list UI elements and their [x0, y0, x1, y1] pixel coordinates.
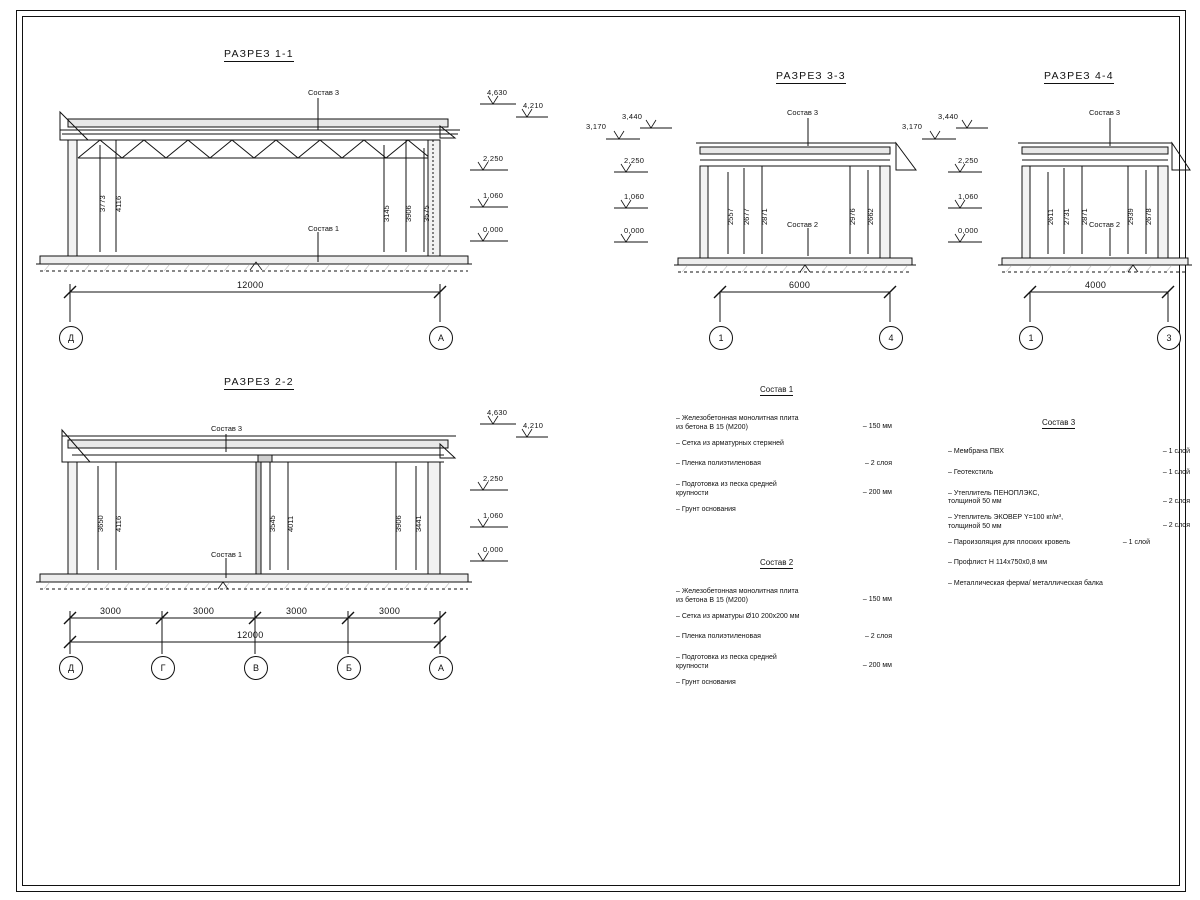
section-3-callout-0: Состав 3: [787, 108, 819, 117]
section-3-axis-0: 1: [709, 326, 733, 350]
section-4-elev-3: 1,060: [958, 192, 979, 201]
section-2-height-4: 3906: [394, 515, 403, 532]
spec-1-row-1: [676, 440, 892, 449]
section-1-height-1: 4116: [114, 195, 123, 212]
section-3-height-2: 2871: [760, 208, 769, 225]
section-3-elev-3: 1,060: [624, 192, 645, 201]
spec-1-list: [676, 415, 892, 521]
spec-2-row-2: [676, 633, 892, 642]
spec-3-title: Состав 3: [1042, 418, 1076, 427]
spec-3-row-6: [948, 580, 1190, 589]
section-3-elev-1: 3,440: [622, 112, 643, 121]
section-2-height-1: 4116: [114, 515, 123, 532]
spec-3-row-2-text: – Утеплитель ПЕНОПЛЭКС,: [948, 489, 1040, 497]
spec-3-row-1-text: – Геотекстиль: [948, 468, 994, 476]
section-4-elev-0: 3,170: [902, 122, 923, 131]
section-2-callout-0: Состав 3: [211, 424, 243, 433]
spec-3-row-0-value: – 1 слой: [1162, 448, 1190, 455]
section-2-bay-1: 3000: [193, 606, 215, 616]
section-2-elev-3: 1,060: [483, 511, 504, 520]
section-3-height-0: 2557: [726, 208, 735, 225]
section-3-height-1: 2677: [742, 208, 751, 225]
spec-3-row-0-text: – Мембрана ПВХ: [948, 448, 1004, 455]
spec-2-row-2-value: – 2 слоя: [864, 633, 892, 641]
section-4-height-4: 2678: [1144, 208, 1153, 225]
spec-2-row-3-value: – 200 мм: [862, 662, 892, 669]
spec-3-row-2: [948, 490, 1190, 508]
section-1-axis-0: Д: [59, 326, 83, 350]
section-3-title: РАЗРЕЗ 3-3: [776, 70, 846, 82]
spec-1-row-3-text: – Подготовка из песка средней: [676, 481, 777, 488]
spec-1-row-0-text2: из бетона В 15 (М200): [676, 423, 748, 431]
section-4-height-2: 2871: [1080, 208, 1089, 225]
section-2-elev-0: 4,630: [487, 408, 508, 417]
spec-1-row-3: [676, 481, 892, 499]
spec-3-row-2-text2: толщиной 50 мм: [948, 498, 1002, 506]
spec-1-row-4: [676, 506, 892, 515]
section-4-span: 4000: [1085, 280, 1107, 290]
spec-3-row-1-value: – 1 слой: [1162, 468, 1190, 476]
spec-3-row-2-value: – 2 слоя: [1162, 497, 1190, 505]
section-1-elev-2: 2,250: [483, 154, 504, 163]
spec-3-row-3-text2: толщиной 50 мм: [948, 522, 1002, 530]
spec-3-row-4-value: – 1 слой: [1122, 538, 1150, 546]
spec-3-list: [948, 448, 1190, 596]
section-1-elev-1: 4,210: [523, 101, 544, 110]
section-2-height-2: 3545: [268, 515, 277, 532]
section-2-bay-0: 3000: [100, 606, 122, 616]
spec-1-row-4-text: – Грунт основания: [676, 505, 736, 513]
section-2-elev-1: 4,210: [523, 421, 544, 430]
spec-3-row-3-value: – 2 слоя: [1162, 522, 1190, 529]
spec-1-row-2: [676, 460, 892, 469]
spec-3-row-3: [948, 514, 1190, 532]
section-4-height-0: 2611: [1046, 208, 1055, 225]
section-2-axis-2: В: [244, 656, 268, 680]
spec-2-row-1: [676, 613, 892, 622]
spec-2-row-3: [676, 654, 892, 672]
section-3-elev-0: 3,170: [586, 122, 607, 131]
section-4-axis-1: 3: [1157, 326, 1181, 350]
section-2-axis-3: Б: [337, 656, 361, 680]
section-1-height-4: 3575: [422, 205, 431, 222]
section-1-axis-1: A: [429, 326, 453, 350]
section-2-elev-4: 0,000: [483, 545, 504, 554]
section-2-callout-1: Состав 1: [211, 550, 243, 559]
section-3-elev-4: 0,000: [624, 226, 645, 235]
spec-2-title: Состав 2: [760, 558, 794, 567]
section-4-elev-4: 0,000: [958, 226, 979, 235]
section-2-span: 12000: [237, 630, 264, 640]
section-4-title: РАЗРЕЗ 4-4: [1044, 70, 1114, 82]
section-1-elev-0: 4,630: [487, 88, 508, 97]
section-1-elev-4: 0,000: [483, 225, 504, 234]
spec-3-row-3-text: – Утеплитель ЭКОВЕР Y=100 кг/м³,: [948, 514, 1064, 521]
spec-1-title: Состав 1: [760, 385, 794, 394]
spec-1-row-2-text: – Пленка полиэтиленовая: [676, 460, 761, 468]
section-3-span: 6000: [789, 280, 811, 290]
section-1-height-2: 3145: [382, 205, 391, 222]
spec-1-row-2-value: – 2 слоя: [864, 460, 892, 468]
spec-3-row-4-text: – Пароизоляция для плоских кровель: [948, 538, 1071, 546]
spec-2-row-1-text: – Сетка из арматуры Ø10 200х200 мм: [676, 612, 800, 620]
section-3-elev-2: 2,250: [624, 156, 645, 165]
spec-1-row-3-text2: крупности: [676, 489, 709, 497]
section-1-span: 12000: [237, 280, 264, 290]
section-1-callout-1: Состав 1: [308, 224, 340, 233]
section-1-height-0: 3773: [98, 195, 107, 212]
section-2-height-3: 4011: [286, 515, 295, 532]
spec-3-row-1: [948, 469, 1190, 478]
section-4-axis-0: 1: [1019, 326, 1043, 350]
spec-2-row-4-text: – Грунт основания: [676, 678, 736, 686]
section-3-callout-1: Состав 2: [787, 220, 819, 229]
spec-1-row-0-text: – Железобетонная монолитная плита: [676, 415, 799, 422]
section-4-callout-1: Состав 2: [1089, 220, 1121, 229]
section-1-callout-0: Состав 3: [308, 88, 340, 97]
section-4-height-3: 2939: [1126, 208, 1135, 225]
section-2-axis-0: Д: [59, 656, 83, 680]
spec-2-row-0-value: – 150 мм: [862, 596, 892, 603]
spec-1-row-0-value: – 150 мм: [862, 423, 892, 430]
section-3-axis-1: 4: [879, 326, 903, 350]
section-2-height-0: 3650: [96, 515, 105, 532]
section-1-elev-3: 1,060: [483, 191, 504, 200]
section-4-elev-1: 3,440: [938, 112, 959, 121]
section-2-axis-4: A: [429, 656, 453, 680]
section-4-elev-2: 2,250: [958, 156, 979, 165]
section-4-callout-0: Состав 3: [1089, 108, 1121, 117]
spec-3-row-0: [948, 448, 1190, 457]
section-2-bay-2: 3000: [286, 606, 308, 616]
spec-2-row-0-text: – Железобетонная монолитная плита: [676, 588, 799, 595]
section-2-height-5: 3441: [414, 515, 423, 532]
spec-1-row-3-value: – 200 мм: [862, 489, 892, 496]
section-2-title: РАЗРЕЗ 2-2: [224, 376, 294, 388]
spec-3-row-5: [948, 559, 1190, 568]
spec-3-row-4: [948, 539, 1190, 548]
spec-2-row-3-text: – Подготовка из песка средней: [676, 654, 777, 661]
spec-1-row-1-text: – Сетка из арматурных стержней: [676, 439, 784, 447]
section-3-height-4: 2662: [866, 208, 875, 225]
spec-2-row-4: [676, 679, 892, 688]
spec-2-row-3-text2: крупности: [676, 662, 709, 670]
section-2-bay-3: 3000: [379, 606, 401, 616]
spec-3-row-5-text: – Профлист Н 114х750х0,8 мм: [948, 559, 1048, 567]
spec-2-list: [676, 588, 892, 694]
spec-2-row-0: [676, 588, 892, 606]
spec-1-row-0: [676, 415, 892, 433]
section-2-axis-1: Г: [151, 656, 175, 680]
spec-2-row-2-text: – Пленка полиэтиленовая: [676, 633, 761, 641]
spec-3-row-6-text: – Металлическая ферма/ металлическая балка: [948, 580, 1103, 587]
section-1-title: РАЗРЕЗ 1-1: [224, 48, 294, 60]
section-2-elev-2: 2,250: [483, 474, 504, 483]
section-4-height-1: 2731: [1062, 208, 1071, 225]
section-3-height-3: 2976: [848, 208, 857, 225]
spec-2-row-0-text2: из бетона В 15 (М200): [676, 596, 748, 604]
section-1-height-3: 3906: [404, 205, 413, 222]
